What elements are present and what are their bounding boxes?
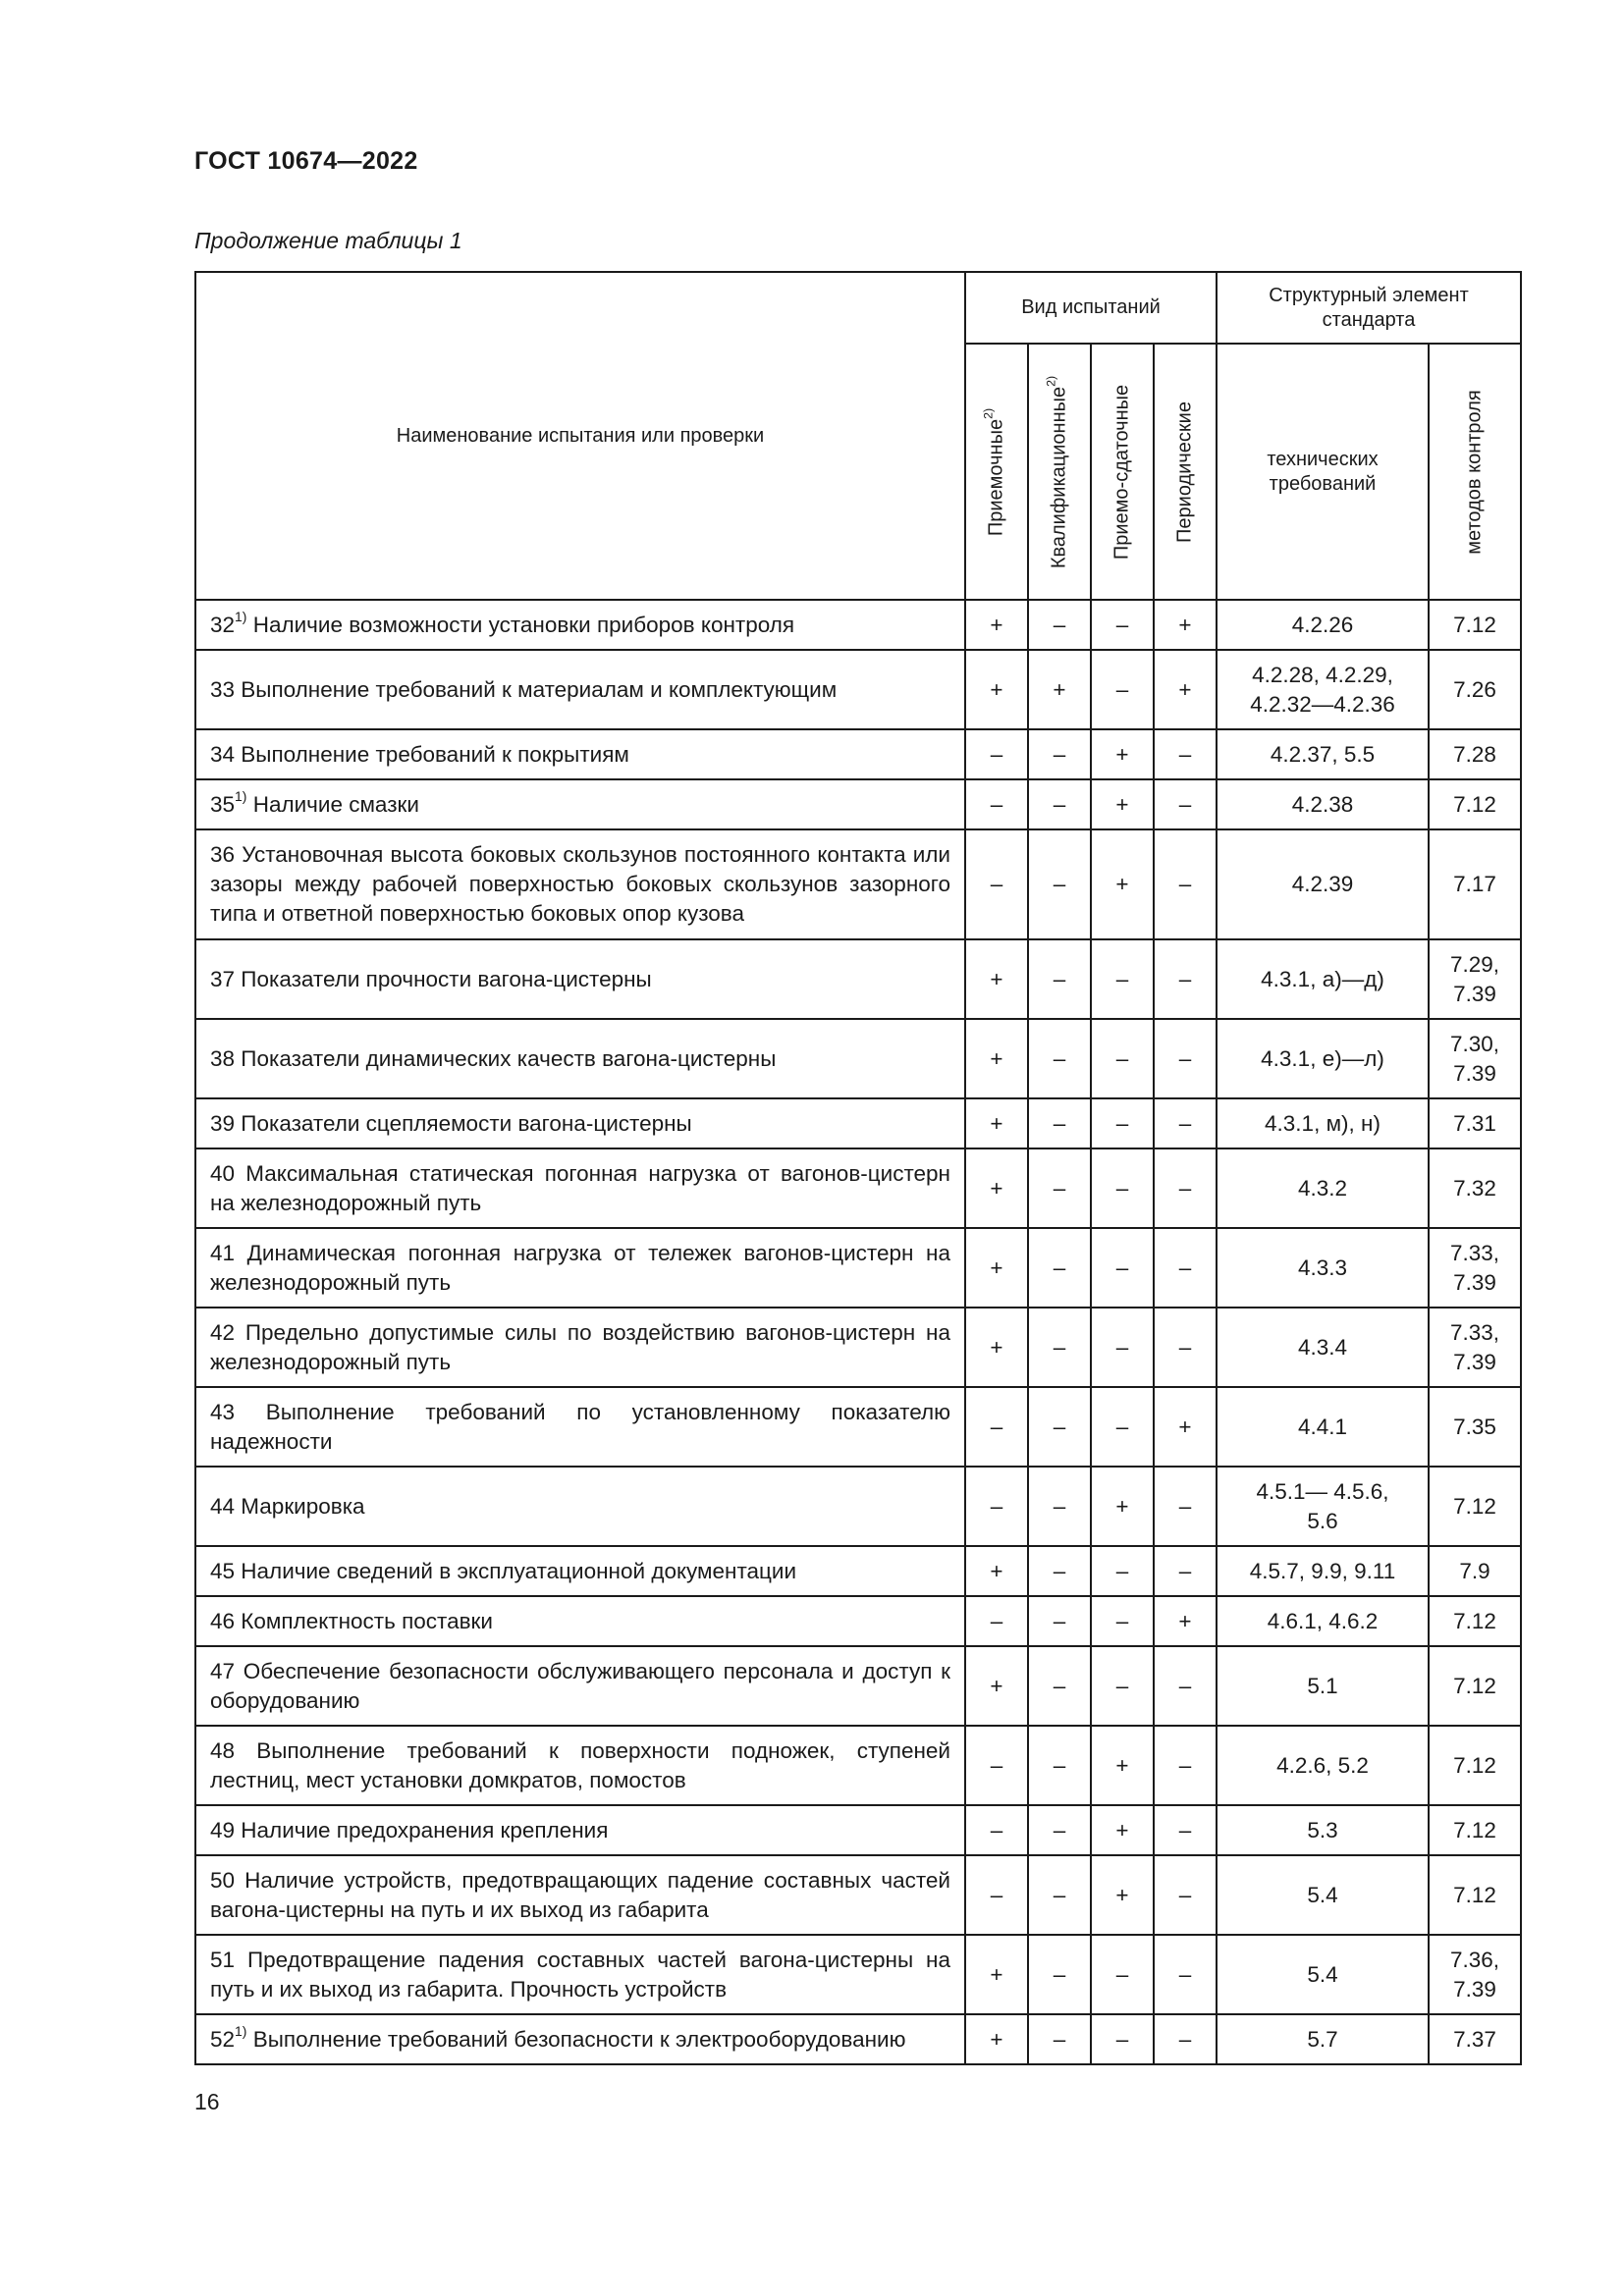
test-kind-mark: + (1091, 1805, 1154, 1855)
test-name-text: Динамическая погонная нагрузка от тележек вагонов-цистерн на железнодорожный путь (210, 1240, 950, 1295)
control-method-ref (1429, 1387, 1521, 1467)
test-name-text: Показатели прочности вагона-цистерны (241, 966, 652, 991)
row-number: 32 (210, 612, 236, 637)
test-name-cell (195, 1805, 965, 1855)
test-kind-mark: – (1091, 650, 1154, 729)
tech-requirement-ref (1217, 1308, 1429, 1387)
ref-line: 4.3.2 (1297, 1175, 1348, 1201)
header-name-column: Наименование испытания или проверки (195, 272, 965, 600)
test-kind-mark: – (1154, 779, 1217, 829)
test-kind-mark: – (1091, 600, 1154, 650)
row-number: 35 (210, 791, 236, 817)
table-row (195, 1308, 1521, 1387)
tech-requirement-ref (1217, 1805, 1429, 1855)
test-kind-mark: + (965, 1148, 1028, 1228)
test-kind-mark: – (1028, 1098, 1091, 1148)
ref-line: 7.39 (1453, 981, 1496, 1006)
ref-line: 5.7 (1307, 2026, 1338, 2052)
test-kind-mark: – (1091, 1148, 1154, 1228)
footnote-ref: 1) (235, 2022, 247, 2039)
test-name-text: Наличие возможности установки приборов контроля (252, 612, 795, 637)
header-structural-group: Структурный элемент стандарта (1217, 272, 1521, 344)
test-kind-mark: + (1091, 829, 1154, 939)
test-kind-mark: – (1028, 1148, 1091, 1228)
control-method-ref (1429, 1646, 1521, 1726)
ref-line: 7.12 (1453, 1493, 1496, 1519)
test-kind-mark: – (1028, 1596, 1091, 1646)
ref-line: 5.4 (1307, 1882, 1338, 1907)
document-header: ГОСТ 10674—2022 (194, 147, 418, 175)
test-name-text: Установочная высота боковых скользунов постоянного контакта или зазоры между рабочей поверхностью боковых скользунов зазорного типа и ответной поверхностью боковых опор кузова (210, 842, 950, 926)
test-name-text: Наличие сведений в эксплуатационной документации (241, 1558, 797, 1583)
header-test-kind-delivery: Приемо-сдаточные (1091, 344, 1154, 600)
ref-line: 7.36, (1449, 1947, 1500, 1972)
test-name-text: Предотвращение падения составных частей вагона-цистерны на путь и их выход из габарита. Прочность устройств (210, 1947, 950, 2002)
table-row (195, 829, 1521, 939)
test-kind-mark: – (1154, 1546, 1217, 1596)
test-kind-mark: – (1154, 1935, 1217, 2014)
ref-line: 5.4 (1307, 1961, 1338, 1987)
test-kind-mark: – (1154, 1467, 1217, 1546)
test-kind-mark: – (1154, 829, 1217, 939)
test-kind-mark: – (965, 1596, 1028, 1646)
test-kind-mark: – (1154, 1726, 1217, 1805)
test-kind-mark: + (1154, 1596, 1217, 1646)
test-name-cell (195, 1148, 965, 1228)
table-row (195, 1546, 1521, 1596)
tech-requirement-ref (1217, 1726, 1429, 1805)
ref-line: 4.3.4 (1297, 1334, 1348, 1360)
table-row (195, 1855, 1521, 1935)
test-kind-mark: + (965, 1546, 1028, 1596)
row-number: 49 (210, 1817, 236, 1842)
control-method-ref (1429, 1935, 1521, 2014)
test-kind-mark: + (965, 1646, 1028, 1726)
tech-requirement-ref (1217, 1546, 1429, 1596)
test-kind-mark: + (1091, 1726, 1154, 1805)
tech-requirement-ref (1217, 1148, 1429, 1228)
test-name-cell (195, 1387, 965, 1467)
test-kind-mark: – (1154, 1098, 1217, 1148)
control-method-ref (1429, 600, 1521, 650)
table-row (195, 939, 1521, 1019)
ref-line: 7.29, (1449, 951, 1500, 977)
table-row (195, 779, 1521, 829)
test-name-cell (195, 1935, 965, 2014)
ref-line: 4.3.1, а)—д) (1261, 966, 1384, 991)
row-number: 50 (210, 1867, 236, 1893)
tech-requirement-ref (1217, 939, 1429, 1019)
row-number: 39 (210, 1110, 236, 1136)
control-method-ref (1429, 1855, 1521, 1935)
ref-line: 7.39 (1453, 1060, 1496, 1086)
test-kind-mark: + (965, 1228, 1028, 1308)
test-kind-mark: – (1091, 1387, 1154, 1467)
tech-requirement-ref (1217, 1855, 1429, 1935)
table-caption: Продолжение таблицы 1 (194, 228, 462, 253)
row-number: 48 (210, 1737, 236, 1763)
tech-requirement-ref (1217, 779, 1429, 829)
ref-line: 7.26 (1453, 676, 1496, 702)
test-kind-mark: – (965, 829, 1028, 939)
control-method-ref (1429, 779, 1521, 829)
test-kind-mark: – (1028, 1467, 1091, 1546)
test-kind-mark: + (965, 1935, 1028, 2014)
test-kind-mark: – (1028, 729, 1091, 779)
test-kind-mark: – (1028, 1387, 1091, 1467)
test-name-text: Выполнение требований к покрытиям (241, 741, 629, 767)
test-name-cell (195, 1308, 965, 1387)
control-method-ref (1429, 1805, 1521, 1855)
test-kind-mark: – (1154, 1308, 1217, 1387)
ref-line: 4.2.39 (1291, 872, 1354, 896)
ref-line: 4.4.1 (1297, 1414, 1348, 1439)
control-method-ref (1429, 650, 1521, 729)
tech-requirement-ref (1217, 600, 1429, 650)
tech-requirement-ref (1217, 1387, 1429, 1467)
test-kind-mark: + (1154, 650, 1217, 729)
test-name-text: Выполнение требований по установленному показателю надежности (210, 1399, 950, 1454)
test-kind-mark: – (1028, 939, 1091, 1019)
row-number: 51 (210, 1947, 236, 1972)
ref-line: 7.12 (1453, 791, 1496, 817)
ref-line: 7.33, (1449, 1319, 1500, 1345)
test-kind-mark: – (1154, 1148, 1217, 1228)
tech-requirement-ref (1217, 1098, 1429, 1148)
test-name-cell (195, 600, 965, 650)
test-kind-mark: – (1091, 1546, 1154, 1596)
control-method-ref (1429, 1148, 1521, 1228)
test-name-cell (195, 650, 965, 729)
tests-table (194, 271, 1522, 2065)
tech-requirement-ref (1217, 650, 1429, 729)
test-kind-mark: – (1154, 1646, 1217, 1726)
test-kind-mark: – (965, 1387, 1028, 1467)
table-row (195, 1646, 1521, 1726)
ref-line: 7.31 (1453, 1110, 1496, 1136)
test-kind-mark: – (1154, 1019, 1217, 1098)
test-kind-mark: – (1028, 1646, 1091, 1726)
row-number: 33 (210, 676, 236, 702)
test-name-text: Комплектность поставки (241, 1608, 493, 1633)
test-kind-mark: – (1028, 600, 1091, 650)
test-name-cell (195, 1098, 965, 1148)
tech-requirement-ref (1217, 1467, 1429, 1546)
table-row (195, 1098, 1521, 1148)
table-row (195, 1596, 1521, 1646)
tech-requirement-ref (1217, 1228, 1429, 1308)
test-name-cell (195, 1546, 965, 1596)
ref-line: 7.9 (1459, 1558, 1490, 1583)
tech-requirement-ref (1217, 829, 1429, 939)
control-method-ref (1429, 1098, 1521, 1148)
table-row (195, 1805, 1521, 1855)
table-row (195, 1228, 1521, 1308)
test-kind-mark: – (1028, 829, 1091, 939)
test-kind-mark: – (965, 1805, 1028, 1855)
control-method-ref (1429, 1228, 1521, 1308)
test-kind-mark: – (1028, 1019, 1091, 1098)
header-control-methods: методов контроля (1429, 344, 1521, 600)
test-kind-mark: + (1154, 1387, 1217, 1467)
test-kind-mark: + (965, 939, 1028, 1019)
test-name-cell (195, 1855, 965, 1935)
ref-line: 4.3.1, м), н) (1265, 1110, 1380, 1136)
test-kind-mark: + (965, 2014, 1028, 2064)
test-name-cell (195, 1646, 965, 1726)
ref-line: 7.32 (1453, 1175, 1496, 1201)
test-kind-mark: + (965, 1308, 1028, 1387)
ref-line: 5.6 (1307, 1508, 1338, 1533)
test-kind-mark: – (1028, 1546, 1091, 1596)
test-name-text: Выполнение требований к материалам и комплектующим (241, 676, 838, 702)
test-kind-mark: + (965, 1019, 1028, 1098)
ref-line: 7.12 (1453, 1752, 1496, 1778)
row-number: 36 (210, 842, 236, 867)
test-kind-mark: + (1028, 650, 1091, 729)
control-method-ref (1429, 729, 1521, 779)
test-name-text: Наличие предохранения крепления (241, 1817, 609, 1842)
row-number: 37 (210, 966, 236, 991)
row-number: 40 (210, 1160, 236, 1186)
row-number: 45 (210, 1558, 236, 1583)
header-test-kind-periodic: Периодические (1154, 344, 1217, 600)
footnote-ref: 1) (235, 608, 247, 624)
test-name-cell (195, 2014, 965, 2064)
test-kind-mark: – (1154, 1228, 1217, 1308)
table-row (195, 1148, 1521, 1228)
test-kind-mark: + (965, 1098, 1028, 1148)
test-kind-mark: – (965, 1855, 1028, 1935)
test-kind-mark: – (1091, 2014, 1154, 2064)
ref-line: 7.12 (1453, 1882, 1496, 1907)
test-name-cell (195, 729, 965, 779)
test-name-cell (195, 1726, 965, 1805)
test-kind-mark: – (965, 779, 1028, 829)
ref-line: 4.3.1, е)—л) (1261, 1045, 1384, 1071)
test-kind-mark: – (965, 1467, 1028, 1546)
tech-requirement-ref (1217, 1019, 1429, 1098)
row-number: 44 (210, 1493, 236, 1519)
ref-line: 4.2.26 (1291, 612, 1354, 637)
test-kind-mark: + (965, 650, 1028, 729)
test-kind-mark: – (1028, 1228, 1091, 1308)
control-method-ref (1429, 1019, 1521, 1098)
ref-line: 7.12 (1453, 1673, 1496, 1698)
test-kind-mark: – (1028, 1855, 1091, 1935)
table-row (195, 1935, 1521, 2014)
test-name-text: Показатели динамических качеств вагона-цистерны (241, 1045, 777, 1071)
ref-line: 4.3.3 (1297, 1255, 1348, 1280)
test-name-text: Обеспечение безопасности обслуживающего персонала и доступ к оборудованию (210, 1658, 950, 1713)
test-name-cell (195, 1019, 965, 1098)
page-number: 16 (194, 2089, 220, 2114)
test-kind-mark: – (1028, 1805, 1091, 1855)
ref-line: 7.39 (1453, 1349, 1496, 1374)
ref-line: 7.12 (1453, 1608, 1496, 1633)
footnote-ref: 1) (235, 787, 247, 804)
control-method-ref (1429, 939, 1521, 1019)
test-name-text: Максимальная статическая погонная нагрузка от вагонов-цистерн на железнодорожный путь (210, 1160, 950, 1215)
ref-line: 7.39 (1453, 1976, 1496, 2002)
test-kind-mark: – (1091, 1228, 1154, 1308)
ref-line: 5.3 (1307, 1817, 1338, 1842)
header-tech-requirements: технических требований (1217, 344, 1429, 600)
test-name-text: Наличие смазки (252, 791, 419, 817)
test-kind-mark: – (1091, 1019, 1154, 1098)
row-number: 34 (210, 741, 236, 767)
ref-line: 7.17 (1453, 872, 1496, 896)
row-number: 43 (210, 1399, 236, 1424)
test-kind-mark: – (1028, 1308, 1091, 1387)
test-kind-mark: – (1091, 1098, 1154, 1148)
ref-line: 7.12 (1453, 612, 1496, 637)
ref-line: 4.2.38 (1291, 791, 1354, 817)
table-row (195, 729, 1521, 779)
test-kind-mark: + (965, 600, 1028, 650)
test-kind-mark: – (1091, 1646, 1154, 1726)
test-name-text: Выполнение требований к поверхности подножек, ступеней лестниц, мест установки домкратов, помостов (210, 1737, 950, 1792)
test-kind-mark: + (1091, 1855, 1154, 1935)
ref-line: 7.37 (1453, 2026, 1496, 2052)
test-kind-mark: – (1154, 1805, 1217, 1855)
test-kind-mark: – (965, 1726, 1028, 1805)
ref-line: 4.2.6, 5.2 (1276, 1752, 1369, 1778)
test-name-cell (195, 779, 965, 829)
table-row (195, 600, 1521, 650)
test-kind-mark: – (1028, 1935, 1091, 2014)
test-kind-mark: – (1091, 1308, 1154, 1387)
tech-requirement-ref (1217, 729, 1429, 779)
test-name-text: Показатели сцепляемости вагона-цистерны (241, 1110, 692, 1136)
row-number: 38 (210, 1045, 236, 1071)
ref-line: 4.2.37, 5.5 (1270, 741, 1376, 767)
control-method-ref (1429, 1467, 1521, 1546)
test-kind-mark: – (1091, 939, 1154, 1019)
ref-line: 7.30, (1449, 1031, 1500, 1056)
table-row (195, 1019, 1521, 1098)
row-number: 47 (210, 1658, 236, 1683)
test-name-cell (195, 1467, 965, 1546)
control-method-ref (1429, 829, 1521, 939)
table-row (195, 2014, 1521, 2064)
ref-line: 7.33, (1449, 1240, 1500, 1265)
test-kind-mark: + (1154, 600, 1217, 650)
control-method-ref (1429, 1546, 1521, 1596)
test-kind-mark: – (1091, 1935, 1154, 2014)
ref-line: 7.12 (1453, 1817, 1496, 1842)
ref-line: 4.2.28, 4.2.29, (1252, 662, 1393, 687)
control-method-ref (1429, 1308, 1521, 1387)
row-number: 42 (210, 1319, 236, 1345)
tech-requirement-ref (1217, 1646, 1429, 1726)
test-kind-mark: – (1091, 1596, 1154, 1646)
test-kind-mark: – (1028, 2014, 1091, 2064)
ref-line: 7.39 (1453, 1269, 1496, 1295)
test-kind-mark: – (965, 729, 1028, 779)
ref-line: 7.35 (1453, 1414, 1496, 1439)
row-number: 41 (210, 1240, 236, 1265)
test-kind-mark: – (1154, 729, 1217, 779)
test-name-cell (195, 1596, 965, 1646)
control-method-ref (1429, 2014, 1521, 2064)
test-kind-mark: – (1154, 1855, 1217, 1935)
header-test-kind-group: Вид испытаний (965, 272, 1217, 344)
test-name-text: Маркировка (241, 1493, 365, 1519)
test-kind-mark: – (1028, 1726, 1091, 1805)
test-name-text: Наличие устройств, предотвращающих падение составных частей вагона-цистерны на путь и их выход из габарита (210, 1867, 950, 1922)
test-kind-mark: – (1028, 779, 1091, 829)
row-number: 46 (210, 1608, 236, 1633)
ref-line: 4.5.1— 4.5.6, (1256, 1478, 1389, 1504)
tech-requirement-ref (1217, 1935, 1429, 2014)
control-method-ref (1429, 1726, 1521, 1805)
row-number: 52 (210, 2026, 236, 2052)
header-test-kind-acceptance: Приемочные$^{2)}$ (965, 344, 1028, 600)
test-kind-mark: + (1091, 779, 1154, 829)
test-name-text: Предельно допустимые силы по воздействию вагонов-цистерн на железнодорожный путь (210, 1319, 950, 1374)
test-name-cell (195, 939, 965, 1019)
ref-line: 4.5.7, 9.9, 9.11 (1249, 1558, 1396, 1583)
tech-requirement-ref (1217, 1596, 1429, 1646)
tech-requirement-ref (1217, 2014, 1429, 2064)
test-name-cell (195, 1228, 965, 1308)
test-kind-mark: – (1154, 2014, 1217, 2064)
header-test-kind-qualification: Квалификационные$^{2)}$ (1028, 344, 1091, 600)
test-kind-mark: + (1091, 729, 1154, 779)
test-kind-mark: + (1091, 1467, 1154, 1546)
test-kind-mark: – (1154, 939, 1217, 1019)
ref-line: 4.6.1, 4.6.2 (1267, 1608, 1379, 1633)
control-method-ref (1429, 1596, 1521, 1646)
test-name-text: Выполнение требований безопасности к электрооборудованию (252, 2026, 906, 2052)
test-name-cell (195, 829, 965, 939)
ref-line: 5.1 (1307, 1673, 1338, 1698)
ref-line: 7.28 (1453, 741, 1496, 767)
table-row (195, 1467, 1521, 1546)
table-row (195, 650, 1521, 729)
ref-line: 4.2.32—4.2.36 (1250, 691, 1395, 717)
table-row (195, 1726, 1521, 1805)
table-row (195, 1387, 1521, 1467)
